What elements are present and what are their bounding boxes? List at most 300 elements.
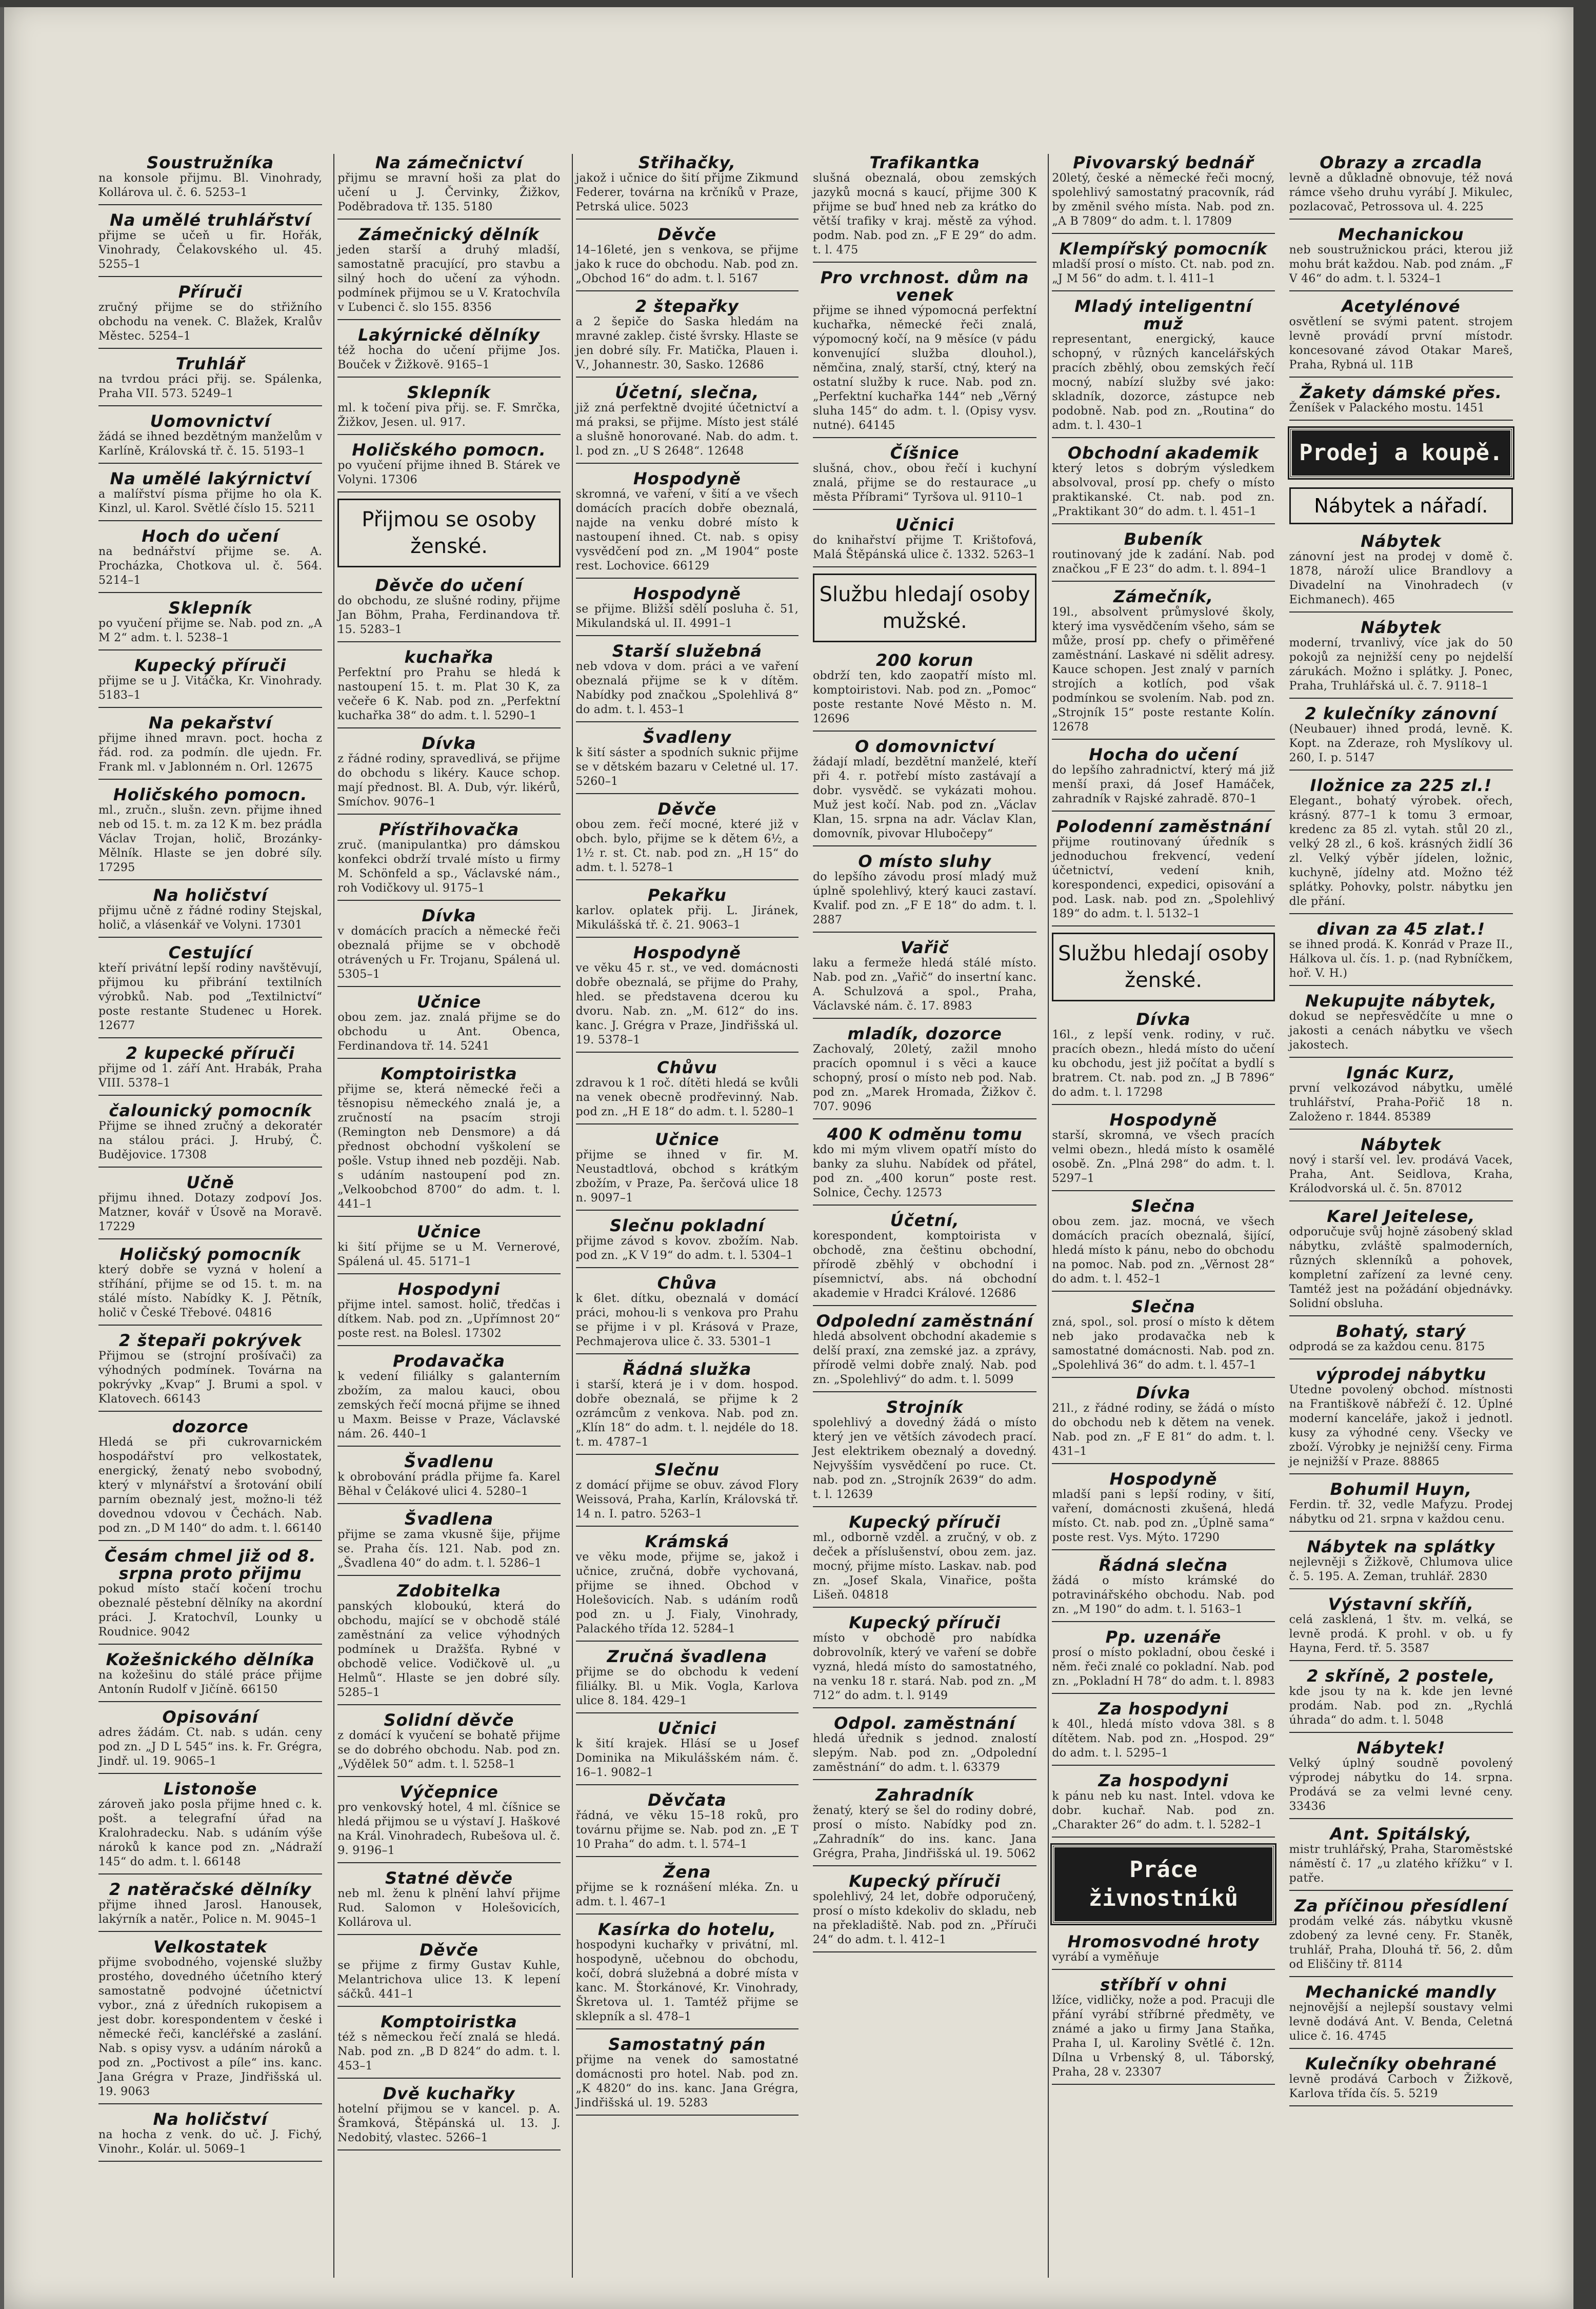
classified-ad [337, 1065, 560, 1217]
classified-ad [337, 384, 560, 435]
classified-ad [813, 1614, 1036, 1708]
ad-heading: Řádná slečna [1099, 1555, 1228, 1575]
classified-ad [337, 2013, 560, 2079]
ad-body: mladší prosí o místo. Ct. nab. pod zn. „J M 56“ do adm. t. l. 411–1 [1052, 258, 1275, 285]
ad-heading: Kasírka do hotelu, [597, 1920, 776, 1939]
ad-heading: Účetní, slečna, [615, 383, 760, 402]
ad-heading: Vařič [900, 938, 949, 957]
ad-heading: Na pekařství [148, 713, 272, 733]
classified-ad [813, 853, 1036, 933]
ad-body: hotelní přijmou se v kancel. p. A. Šramková, Štěpánská ul. 13. J. Nedobitý, vlastec. 5266–1 [337, 2103, 561, 2144]
ad-body: ki šití přijme se u M. Vernerové, Spálená ul. 45. 5171–1 [337, 1241, 561, 1268]
ad-body: a malířství písma přijme ho ola K. Kinzl, ul. Karol. Světlé číslo 15. 5211 [98, 488, 323, 515]
ad-body: žádá o místo krámské do potravinářského obchodu. Nab. pod zn. „M 190“ do adm. t. l. 5163–1 [1052, 1574, 1275, 1616]
classified-ad [1052, 1628, 1274, 1694]
classified-ad [1052, 1772, 1274, 1838]
ad-heading: Učně [186, 1173, 234, 1192]
ad-body: k šití sáster a spodních suknic přijme se v dětském bazaru v Celetné ul. 17. 5260–1 [575, 746, 799, 788]
ad-body: přijme se ihned výpomocná perfektní kuchařka, německé řeči znalá, výpomocný kočí, na 9 měsíce (v pádu konvenující služba dlouhol.), němčina, znalý, starší, ctný, který na ostatní služby k ruce. Nab. pod zn. „Perfektní kuchařka 144“ neb „Věrný sluha 145“ do adm. t. l. (Opisy vysv. nutné). 64145 [813, 304, 1037, 432]
classified-ad [576, 154, 799, 220]
classified-ad [1289, 1739, 1513, 1819]
section-notice: Službu hledají osoby mužské. [813, 574, 1036, 642]
classified-ad [1289, 226, 1513, 291]
ad-heading: Dívka [422, 734, 476, 753]
ad-heading: Za příčinou přesídlení [1294, 1896, 1508, 1916]
classified-ad [1289, 1595, 1513, 1661]
section-banner: Prodej a koupě. [1289, 428, 1513, 478]
classified-ad [337, 2085, 560, 2150]
classified-ad [1052, 746, 1274, 812]
classified-ad [813, 154, 1036, 263]
classified-ad [98, 1780, 322, 1874]
ad-body: Utedne povolený obchod. místnosti na Františkově nábřeží č. 12. Úplné moderní kanceláře, jakož i jednotl. kusy za výhodné ceny. Všecky ve zboží. Výrobky je nejnižší ceny. Firma je nejnižší v Praze. 88865 [1289, 1384, 1513, 1468]
ad-heading: Dvě kuchařky [383, 2084, 515, 2103]
ad-heading: 2 skříně, 2 postele, [1307, 1666, 1495, 1686]
ad-body: routinovaný jde k zadání. Nab. pod značkou „F E 23“ do adm. t. l. 894–1 [1052, 548, 1275, 576]
ad-body: do obchodu, ze slušné rodiny, přijme Jan Böhm, Praha, Ferdinandova tř. 15. 5283–1 [337, 595, 561, 636]
ad-heading: Opisování [162, 1707, 258, 1727]
ad-heading: Mladý inteligentní muž [1074, 297, 1252, 333]
ad-body: z domácí přijme se obuv. závod Flory Weissová, Praha, Karlín, Královská tř. 14 n. I. patro. 5263–1 [575, 1479, 799, 1521]
ad-body: hospodyni kuchařky v privátní, ml. hospodyně, učebnou do obchodu, kočí, dobrá služebná a dobré místa v kanc. M. Štorkánové, Kr. Vinohrady, Škretova ul. 1. Tamtéž přijme se sklepník a sl. 478–1 [575, 1939, 799, 2023]
ad-heading: Slečnu [654, 1460, 720, 1479]
classified-ad [1289, 1323, 1513, 1359]
ad-heading: Slečnu pokladní [609, 1216, 765, 1235]
classified-ad [1052, 1111, 1274, 1191]
ad-body: místo v obchodě pro nabídka dobrovolník, který ve vaření se dobře vyzná, hledá místo do samostatného, na venku 18 r. stará. Nab. pod zn. „M 712“ do adm. t. l. 9149 [813, 1632, 1037, 1702]
ad-heading: Odpolední zaměstnání [816, 1311, 1033, 1331]
ad-heading: 2 štepaři pokrývek [118, 1331, 302, 1350]
ad-heading: Účetní, [890, 1211, 960, 1230]
ad-heading: Kupecký příruči [849, 1613, 1001, 1632]
classified-ad [337, 1869, 560, 1935]
classified-ad [576, 226, 799, 291]
ad-body: na bednářství přijme se. A. Procházka, Chotkova ul. č. 564. 5214–1 [98, 545, 323, 587]
classified-ad [576, 1217, 799, 1268]
ad-body: zručný přijme se do střižního obchodu na venek. C. Blažek, Kralův Městec. 5254–1 [98, 301, 323, 343]
ad-heading: 2 natěračské dělníky [109, 1880, 312, 1899]
ad-heading: kuchařka [404, 647, 494, 667]
classified-ad [98, 1938, 322, 2104]
classified-ad [813, 444, 1036, 510]
ad-heading: Na zámečnictví [375, 154, 523, 172]
classified-ad [1289, 705, 1513, 771]
classified-ad [576, 1059, 799, 1124]
ad-body: moderní, trvanlivý, více jak do 50 pokojů za nejnižší ceny po nejdelší zárukách. Možno i splátky. J. Ponec, Praha, Truhlářská ul. č. 7. 9118–1 [1289, 637, 1513, 693]
ad-heading: Ignác Kurz, [1346, 1063, 1456, 1082]
ad-heading: Komptoiristka [381, 1064, 517, 1083]
classified-ad [576, 1863, 799, 1915]
classified-ad [576, 298, 799, 378]
ad-heading: Za hospodyni [1098, 1771, 1229, 1790]
classified-ad [337, 154, 560, 220]
ad-heading: Hromosvodné hroty [1067, 1932, 1260, 1951]
classified-ad [1289, 1208, 1513, 1316]
ad-heading: Přístřihovačka [378, 820, 520, 839]
ad-heading: Prodavačka [392, 1351, 505, 1371]
ad-heading: Nábytek! [1356, 1738, 1446, 1758]
classified-ad [576, 1648, 799, 1713]
ad-body: pokud místo stačí kočení trochu obeznalé pěstební dělníky na akordní práci. J. Kratochvíl, Lounky u Roudnice. 9042 [98, 1583, 323, 1639]
ad-heading: Zdobitelka [397, 1581, 501, 1601]
ad-heading: Zámečník, [1113, 587, 1213, 606]
ad-heading: Na umělé truhlářství [110, 210, 311, 230]
classified-ad [576, 470, 799, 579]
ad-body: Elegant., bohatý výrobek. ořech, krásný. 877–1 k tomu 3 ermoar, kredenc za 85 zl. vytah. stůl 20 zl., velký 28 zl., 6 koš. krásných židlí 36 zl. Velký výběr jídelen, ložnic, kuchyně, jídelny atd. Možno též splátky. Pohovky, polstr. nábytku jen dle přání. [1289, 795, 1513, 908]
ad-heading: Děvče [657, 799, 717, 819]
classified-ad [576, 1921, 799, 2029]
classified-ad [1289, 1481, 1513, 1532]
ad-body: (Neubauer) ihned prodá, levně. K. Kopt. na Zderaze, roh Myslíkovy ul. 260, I. p. 5147 [1289, 723, 1513, 764]
classified-ad [337, 1941, 560, 2007]
ad-heading: Žakety dámské přes. [1300, 383, 1503, 402]
ad-heading: Obrazy a zrcadla [1320, 154, 1483, 172]
classified-ad [1052, 1298, 1274, 1378]
ad-body: se přijme z firmy Gustav Kuhle, Melantrichova ulice 13. K lepení sáčků. 441–1 [337, 1959, 561, 2001]
ad-body: k vedení filiálky s galanterním zbožím, za malou kauci, obou zemských řečí mocná přijme se ihned u Maxm. Beisse v Praze, Václavské nám. 26. 440–1 [337, 1370, 561, 1440]
ad-heading: Nábytek [1361, 531, 1442, 551]
classified-ad [1289, 1667, 1513, 1733]
ad-body: ml. k točení piva přij. se. F. Smrčka, Žižkov, Jesen. ul. 917. [337, 402, 561, 429]
ad-body: prosí o místo pokladní, obou české i něm. řeči znalé co pokladní. Nab. pod zn. „Pokladní H 78“ do adm. t. l. 8983 [1052, 1646, 1275, 1688]
ad-body: obou zem. jaz. mocná, ve všech domácích pracích obeznalá, šijící, hledá místo k pánu, nebo do obchodu na pomoc. Nab. pod zn. „Věrnost 28“ do adm. t. l. 452–1 [1052, 1215, 1275, 1286]
classified-ad [337, 326, 560, 378]
ad-heading: Klempířský pomocník [1059, 239, 1268, 259]
ad-heading: Učnici [895, 515, 954, 535]
classified-ad [1289, 1136, 1513, 1201]
ad-heading: Děvče do učení [375, 576, 523, 595]
ad-body: 21l., z řádné rodiny, se žádá o místo do obchodu neb k dětem na venek. Nab. pod zn. „F E 81“ do adm. t. l. 431–1 [1052, 1402, 1275, 1458]
ad-heading: Hoch do učení [142, 526, 280, 546]
classified-ad [813, 1714, 1036, 1780]
classified-ad [813, 1872, 1036, 1952]
classified-ad [576, 886, 799, 938]
ad-body: žádá se ihned bezdětným manželům v Karlíně, Královská tř. č. 15. 5193–1 [98, 430, 323, 458]
ad-body: na konsole přijmu. Bl. Vinohrady, Kollárova ul. č. 6. 5253–1 [98, 172, 323, 199]
ad-body: 14–16leté, jen s venkova, se přijme jako k ruce do obchodu. Nab. pod zn. „Obchod 16“ do adm. t. l. 5167 [575, 244, 799, 285]
classified-ad [576, 1360, 799, 1455]
classified-ad [576, 1131, 799, 1211]
ad-body: též s německou řečí znalá se hledá. Nab. pod zn. „B D 824“ do adm. t. l. 453–1 [337, 2031, 561, 2073]
ad-heading: výprodej nábytku [1315, 1365, 1487, 1384]
classified-ad [337, 1510, 560, 1576]
ad-body: z domácí k vyučení se bohatě přijme se do dobrého obchodu. Nab. pod zn. „Výdělek 50“ adm. t. l. 5258–1 [337, 1729, 561, 1771]
ad-body: k 40l., hledá místo vdova 38l. s 8 dítětem. Nab. pod zn. „Hospod. 29“ do adm. t. l. 5295–1 [1052, 1718, 1275, 1760]
ad-body: přijme se do obchodu k vedení filiálky. Bl. u Mik. Vogla, Karlova ulice 8. 184. 429–1 [575, 1666, 799, 1707]
ad-heading: Učnice [416, 992, 482, 1012]
classified-ad [98, 599, 322, 650]
classified-ad [1052, 1556, 1274, 1622]
classified-ad [337, 1711, 560, 1777]
ad-heading: Odpol. zaměstnání [834, 1713, 1016, 1733]
ad-heading: dozorce [172, 1417, 249, 1436]
ad-body: jakož i učnice do šití přijme Zikmund Federer, továrna na krčníků v Praze, Petrská ulice. 5023 [575, 172, 799, 213]
ad-heading: Kulečníky obehrané [1305, 2054, 1497, 2074]
section-notice: Přijmou se osoby ženské. [337, 499, 560, 567]
ad-body: obou zem. řečí mocné, které již v obch. bylo, přijme se k dětem 6½, a 1½ r. st. Ct. nab. pod zn. „H 15“ do adm. t. l. 5278–1 [575, 818, 799, 874]
ad-body: odporučuje svůj hojně zásobený sklad nábytku, zvláště spalmoderních, různých sklenníků a pohovek, kompletní zařízení za levné ceny. Tamtéž jest na požádání objednávky. Solidní obsluha. [1289, 1226, 1513, 1310]
ad-body: zánovní jest na prodej v domě č. 1878, nároží ulice Brandlovy a Divadelní na Vinohradech (v Eichmanech). 465 [1289, 550, 1513, 606]
ad-body: ve věku mode, přijme se, jakož i učnice, zručná, dobře vychovaná, přijme se ihned. Obchod v Holešovicích. Nab. s udáním rodů pod zn. u J. Fialy, Vinohrady, Palackého třída 12. 5284–1 [575, 1551, 799, 1635]
classified-ad [98, 786, 322, 880]
ad-heading: Polodenní zaměstnání [1056, 817, 1271, 836]
classified-ad [813, 939, 1036, 1019]
ad-body: jeden starší a druhý mladší, samostatně pracující, pro stavbu a silný hoch do učení za výhodn. podmínek přijmou se u V. Kratochvíla v Ľubenci č. slo 155. 8356 [337, 244, 561, 314]
ad-heading: Soustružníka [147, 154, 274, 172]
classified-ad [98, 154, 322, 205]
classified-ad [813, 1513, 1036, 1608]
ad-body: hledá úřednik s jednod. znalostí slepým. Nab. pod zn. „Odpolední zaměstnání“ do adm. t. l. 63379 [813, 1732, 1037, 1774]
classified-ad [576, 642, 799, 722]
ad-body: ve věku 45 r. st., ve ved. domácnosti dobře obeznalá, se přijme do Prahy, hled. se představena dcerou ku dvoru. Nab. zn. „M. 612“ do ins. kanc. J. Grégra v Praze, Jindřišská ul. 19. 5378–1 [575, 962, 799, 1047]
ad-body: zruč. (manipulantka) pro dámskou konfekci obdrží trvalé místo u firmy M. Schönfeld a sp., Václavské nám., roh Vodičkovy ul. 9175–1 [337, 839, 561, 895]
classified-ad [1052, 1011, 1274, 1105]
classified-ad [813, 516, 1036, 567]
ad-body: representant, energický, kauce schopný, v různých kancelářských pracích zběhlý, obou zemských řečí mocný, nabízí služby své jako: skladník, dozorce, zástupce neb podobně. Nab. pod zn. „Routina“ do adm. t. l. 430–1 [1052, 333, 1275, 432]
ad-body: zároveň jako posla přijme hned c. k. pošt. a telegrafní úřad na Kralohradecku. Nab. s udáním výše nároků k kance pod zn. „Nádraží 145“ do adm. t. l. 66148 [98, 1798, 323, 1868]
ad-body: do lepšího zahradnictví, který má již menší praxi, dá Josef Hamáček, zahradník v Rajské zahradě. 870–1 [1052, 764, 1275, 805]
classified-ad [1289, 298, 1513, 378]
ad-body: osvětlení se svými patent. strojem levně provádí první místodr. koncesované závod Otakar Mareš, Praha, Rybná ul. 11B [1289, 315, 1513, 371]
classified-ad [576, 800, 799, 880]
ad-body: na kožešinu do stálé práce přijme Antonín Rudolf v Jičíně. 66150 [98, 1669, 323, 1696]
ad-heading: 2 kupecké příruči [126, 1043, 295, 1063]
ad-body: k šití krajek. Hlásí se u Josef Dominika na Mikulášském nám. č. 16–1. 9082–1 [575, 1738, 799, 1779]
classified-ad [337, 907, 560, 987]
ad-heading: Samostatný pán [608, 2035, 766, 2054]
classified-ad [1052, 588, 1274, 740]
ad-heading: Dívka [422, 906, 476, 925]
classified-ad [98, 1246, 322, 1326]
ad-body: i starší, která je i v dom. hospod. dobře obeznalá, se přijme k 2 ozrámcům z venkova. Nab. pod zn. „Klín 18“ do adm. t. l. nejdéle do 18. t. m. 4787–1 [575, 1378, 799, 1449]
ad-body: 20letý, české a německé řeči mocný, spolehlivý samostatný pracovník, rád by změnil svého místa. Nab. pod zn. „A B 7809“ do adm. t. l. 17809 [1052, 172, 1275, 228]
ad-body: mistr truhlářský, Praha, Staroměstské náměstí č. 17 „u zlatého křížku“ v I. patře. [1289, 1843, 1513, 1885]
ad-body: panských kloboukú, která do obchodu, mající se v obchodě stálé zaměstnání za velice výhodných podmínek u Dražšťa. Rybné v obchodě velice. Vodičkově ul. „u Helmů“. Hlaste se jen dobré síly. 5285–1 [337, 1600, 561, 1699]
classified-ad [1052, 1700, 1274, 1766]
ad-heading: Kupecký příruči [849, 1871, 1001, 1891]
classified-ad [1052, 1933, 1274, 1970]
ad-body: slušná obeznalá, obou zemských jazyků mocná s kaucí, přijme 300 K přijme se buď hned neb za krátko do větší trafiky v kraj. městě za výhod. podm. Nab. pod zn. „F E 29“ do adm. t. l. 475 [813, 172, 1037, 256]
classified-ad [576, 585, 799, 636]
classified-ad [337, 441, 560, 492]
ad-body: do knihařství přijme T. Krištofová, Malá Štěpánská ulice č. 1332. 5263–1 [813, 534, 1037, 561]
ad-body: obou zem. jaz. znalá přijme se do obchodu u Ant. Obenca, Ferdinandova tř. 14. 5241 [337, 1011, 561, 1053]
ad-heading: Zahradník [875, 1785, 974, 1805]
ad-heading: Děvčata [648, 1790, 727, 1810]
classified-ad [1289, 992, 1513, 1058]
classified-columns [95, 154, 1516, 2278]
section-notice: Službu hledají osoby ženské. [1052, 933, 1274, 1001]
classified-ad [98, 944, 322, 1038]
classified-ad [1289, 1825, 1513, 1891]
classified-ad [576, 1461, 799, 1527]
ad-body: přijme na venek do samostatné domácnosti pro hotel. Nab. pod zn. „K 4820“ do ins. kanc. Jana Grégra, Jindřišská ul. 19. 5283 [575, 2054, 799, 2109]
ad-heading: Na holičství [153, 2109, 268, 2129]
classified-ad [337, 1453, 560, 1504]
ad-body: se přijme. Bližší sdělí posluha č. 51, Mikulandská ul. II. 4991–1 [575, 603, 799, 630]
ad-heading: Mechanické mandly [1305, 1982, 1497, 2002]
classified-ad [1289, 777, 1513, 914]
ad-heading: Bohumil Huyn, [1330, 1479, 1472, 1499]
ad-heading: 200 korun [875, 650, 974, 670]
ad-heading: divan za 45 zlat.! [1316, 919, 1486, 939]
ad-body: na tvrdou práci přij. se. Spálenka, Praha VII. 573. 5249–1 [98, 373, 323, 400]
column-4 [810, 154, 1040, 2278]
classified-ad [576, 384, 799, 464]
ad-heading: Starší služebná [612, 641, 762, 661]
classified-ad [1052, 1384, 1274, 1464]
classified-ad [98, 714, 322, 780]
scan-edge-top [0, 0, 1596, 7]
classified-ad [98, 1651, 322, 1702]
ad-heading: Sklepník [407, 383, 491, 402]
classified-ad [337, 577, 560, 642]
classified-ad [1289, 154, 1513, 220]
classified-ad [337, 735, 560, 815]
classified-ad [576, 728, 799, 794]
ad-heading: mladík, dozorce [847, 1024, 1002, 1043]
ad-heading: Statné děvče [385, 1868, 513, 1888]
classified-ad [1052, 818, 1274, 926]
classified-ad [98, 1881, 322, 1932]
ad-heading: Zručná švadlena [607, 1647, 768, 1666]
ad-body: neb vdova v dom. práci a ve vaření obeznalá přijme se k v dítěm. Nabídky pod značkou „Spolehlivá 8“ do adm. t. l. 453–1 [575, 660, 799, 716]
ad-body: neb soustružnickou práci, kterou již mohu brát každou. Nab. pod znám. „F V 46“ do adm. t. l. 5324–1 [1289, 244, 1513, 285]
ad-heading: 2 kulečníky zánovní [1305, 704, 1498, 723]
ad-heading: Švadlena [404, 1509, 494, 1529]
ad-heading: Nábytek na splátky [1307, 1537, 1495, 1556]
classified-ad [1052, 530, 1274, 582]
classified-ad [1289, 2055, 1513, 2106]
classified-ad [1289, 920, 1513, 986]
classified-ad [1052, 1976, 1274, 2085]
classified-ad [576, 1533, 799, 1642]
ad-body: již zná perfektně dvojité účetnictví a má praksi, se přijme. Místo jest stálé a slušně honorované. Nab. do adm. t. l. pod zn. „U S 2648“. 12648 [575, 402, 799, 458]
ad-body: prodám velké zás. nábytku vkusně zdobený za levné ceny. Fr. Staněk, truhlář, Praha, Dlouhá tř. 56, 2. dům od Eliščiny tř. 8114 [1289, 1915, 1513, 1971]
ad-heading: Pivovarský bednář [1073, 154, 1254, 172]
ad-heading: Holičského pomocn. [113, 785, 308, 804]
column-5 [1048, 154, 1278, 2278]
classified-ad [576, 944, 799, 1053]
ad-heading: Za hospodyni [1098, 1699, 1229, 1719]
ad-heading: Na umělé lakýrnictví [110, 469, 311, 488]
classified-ad [813, 1786, 1036, 1866]
ad-body: hledá absolvent obchodní akademie s delší praxí, zna zemské jaz. a zprávy, přírodě velmi dobře znalý. Nab. pod zn. „Spolehlivý“ do adm. t. l. 5099 [813, 1330, 1037, 1386]
ad-heading: Žena [663, 1862, 711, 1882]
ad-heading: Hospodyně [633, 469, 741, 488]
classified-ad [1289, 1897, 1513, 1977]
classified-ad [1289, 532, 1513, 613]
ad-heading: Slečna [1131, 1196, 1196, 1216]
ad-heading: Chůva [657, 1273, 717, 1293]
classified-ad [98, 1708, 322, 1774]
ad-heading: Bubeník [1124, 529, 1203, 549]
classified-ad [337, 1783, 560, 1863]
ad-body: přijme závod s kovov. zbožím. Nab. pod zn. „K V 19“ do adm. t. l. 5304–1 [575, 1235, 799, 1262]
ad-heading: Truhlář [175, 354, 245, 373]
ad-heading: Švadleny [643, 727, 732, 747]
ad-heading: Mechanickou [1338, 225, 1464, 244]
ad-heading: Slečna [1131, 1297, 1196, 1316]
classified-ad [337, 648, 560, 728]
ad-body: a 2 šepiče do Saska hledám na mravné zaklep. čisté švrsky. Hlaste se jen dobré síly. Fr. Matička, Plauen i. V., Johannestr. 30, Sasko. 12686 [575, 315, 799, 371]
ad-heading: Hospodyně [1109, 1469, 1218, 1489]
ad-body: zná, spol., sol. prosí o místo k dětem neb jako prodavačka neb k samostatné domácnosti. Nab. pod zn. „Spolehlivá 36“ do adm. t. l. 457–1 [1052, 1316, 1275, 1372]
ad-body: přijmu se mravní hoši za plat do učení u J. Červinky, Žižkov, Poděbradova tř. 135. 5180 [337, 172, 561, 213]
ad-heading: Pp. uzenáře [1105, 1627, 1222, 1647]
classified-ad [1289, 1538, 1513, 1589]
ad-body: starší, skromná, ve všech pracích velmi obezn., hledá místo k osamělé osobě. Zn. „Plná 298“ do adm. t. l. 5297–1 [1052, 1129, 1275, 1185]
ad-heading: Kupecký příruči [134, 656, 287, 675]
classified-ad [1052, 1197, 1274, 1292]
column-1 [95, 154, 325, 2278]
ad-body: přijmu ihned. Dotazy zodpoví Jos. Matzner, kovář v Úsově na Moravě. 17229 [98, 1192, 323, 1233]
ad-heading: Hocha do učení [1089, 745, 1238, 764]
ad-body: přijme ihned Jarosl. Hanousek, lakýrník a natěr., Police n. M. 9045–1 [98, 1899, 323, 1926]
classified-ad [98, 1418, 322, 1541]
ad-heading: Učnici [657, 1719, 717, 1738]
ad-heading: Hospodyně [1109, 1110, 1218, 1130]
scan-edge-right [1573, 0, 1596, 2309]
ad-heading: Solidní děvče [384, 1710, 514, 1730]
ad-body: Ženíšek v Palackého mostu. 1451 [1289, 402, 1485, 415]
classified-ad [813, 1312, 1036, 1392]
ad-body: Zachovalý, 20letý, zažil mnoho pracích opomnul i s věci a kauce schopný, prosí o místo neb pod. Nab. pod zn. „Marek Hromada, Žižkov č. 707. 9096 [813, 1043, 1037, 1113]
ad-heading: Holičského pomocn. [352, 440, 546, 460]
section-subheading: Nábytek a nářadí. [1289, 487, 1513, 524]
classified-ad [1052, 240, 1274, 291]
ad-heading: Příruči [178, 282, 243, 302]
ad-heading: Uomovnictví [150, 411, 271, 431]
ad-body: levně prodává Carboch v Žižkově, Karlova třída čís. 5. 5219 [1289, 2073, 1513, 2100]
ad-body: dokud se nepřesvědčíte u mne o jakosti a cenách nábytku ve všech jakostech. [1289, 1010, 1513, 1052]
ad-body: v domácích pracích a německé řeči obeznalá přijme se v obchodě otrávených u Fr. Trojanu, Spálená ul. 5305–1 [337, 925, 561, 981]
ad-heading: Hospodyně [633, 584, 741, 603]
classified-ad [576, 2036, 799, 2116]
ad-body: Hledá se při cukrovarnickém hospodářství pro velkostatek, energický, ženatý nebo svobodný, který v mlynářství a šrotování obilí parním obeznalý jest, možno-li též dovednou vdovou v Čechách. Nab. pod zn. „D M 140“ do adm. t. l. 66140 [98, 1436, 323, 1535]
ad-body: Přijmou se (strojní prošívači) za výhodných podmínek. Továrna na pokrývky „Kvap“ J. Brumi a spol. v Klatovech. 66143 [98, 1350, 323, 1406]
ad-body: též hocha do učení přijme Jos. Bouček v Žižkově. 9165–1 [337, 344, 561, 371]
classified-ad [1052, 1470, 1274, 1550]
ad-body: přijme se ihned v fir. M. Neustadtlová, obchod s krátkým zbožím, v Praze, Pa. šerčová ulice 18 n. 9097–1 [575, 1149, 799, 1205]
classified-ad [337, 1352, 560, 1447]
ad-body: mladší pani s lepší rodiny, v šití, vaření, domácnosti zkušená, hledá místo. Ct. nab. pod zn. „Úplně sama“ poste rest. Vys. Mýto. 17290 [1052, 1488, 1275, 1544]
ad-heading: čalounický pomocník [109, 1101, 312, 1120]
classified-ad [813, 1025, 1036, 1119]
ad-heading: Krámská [645, 1532, 730, 1551]
classified-ad [98, 1174, 322, 1239]
classified-ad [813, 1126, 1036, 1206]
ad-heading: Zámečnický dělník [358, 225, 540, 244]
ad-heading: Obchodní akademik [1067, 443, 1260, 463]
classified-ad [813, 269, 1036, 438]
ad-body: kde jsou ty na k. kde jen levné prodám. Nab. pod zn. „Rychlá úhrada“ do adm. t. l. 5048 [1289, 1685, 1513, 1727]
ad-body: který letos s dobrým výsledkem absolvoval, prosí pp. chefy o místo praktikanské. Ct. nab. pod zn. „Praktikant 30“ do adm. t. l. 451–1 [1052, 462, 1275, 518]
classified-ad [98, 527, 322, 593]
ad-body: k pánu neb ku nast. Intel. vdova ke dobr. kuchař. Nab. pod zn. „Charakter 26“ do adm. t. l. 5282–1 [1052, 1790, 1275, 1831]
ad-body: žádají mladí, bezdětní manželé, kteří při 4. r. potřebí místo zastávají a dobr. vysvědč. se vykázati mohou. Muž jest kočí. Nab. pod zn. „Václav Klan, 15. srpna na adr. Václav Klan, domovník, pivovar Hlubočepy“ [813, 756, 1037, 840]
ad-heading: Česám chmel již od 8. srpna proto přijmu [104, 1546, 316, 1583]
ad-heading: Nábytek [1361, 1135, 1442, 1154]
ad-body: který dobře se vyzná v holení a stříhání, přijme se od 15. t. m. na stálé místo. Nabídky K. J. Pětník, holič v České Třebové. 04816 [98, 1264, 323, 1319]
ad-body: přijme se učeň u fir. Hořák, Vinohrady, Čelakovského ul. 45. 5255–1 [98, 229, 323, 271]
classified-ad [337, 1280, 560, 1346]
column-3 [572, 154, 802, 2278]
classified-ad [1289, 1366, 1513, 1474]
ad-heading: Dívka [1136, 1383, 1191, 1403]
ad-heading: Hospodyně [633, 943, 741, 962]
ad-body: přijme se u J. Vitáčka, Kr. Vinohrady. 5183–1 [98, 675, 323, 702]
